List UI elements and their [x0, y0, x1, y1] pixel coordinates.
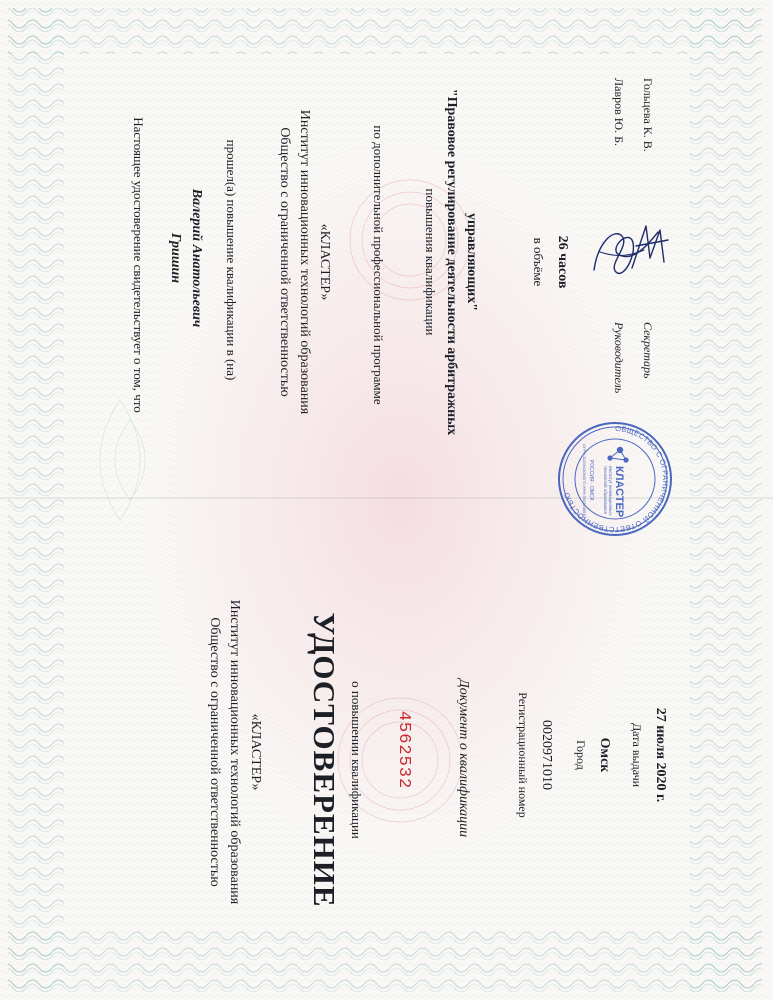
stamp-sub1: Институт инновационных	[608, 466, 613, 516]
reg-label: Регистрационный номер	[516, 692, 530, 818]
volume-label: в объёме	[531, 237, 546, 287]
stamp-ring-text: ОБЩЕСТВО С ОГРАНИЧЕННОЙ ОТВЕТСТВЕННОСТЬЮ	[561, 423, 671, 535]
stamp-country: РОССИЯ · ОМСК	[588, 460, 594, 501]
right-org-line2: Институт инновационных технологий образования	[297, 109, 312, 415]
left-org-line2: Институт инновационных технологий образования	[227, 599, 242, 905]
stamp-ogrn: ОГРН 1125543064070 ИНН 5503248510	[582, 444, 587, 518]
hours: 26 часов	[555, 235, 570, 289]
program-title-line1: "Правовое регулирование деятельности арбитражных	[444, 88, 459, 436]
organization-stamp	[556, 420, 674, 538]
director-label: Руководитель	[612, 322, 626, 394]
doc-type: Документ о квалификации	[456, 678, 471, 838]
secretary-name: Гольцева К. В.	[641, 78, 655, 152]
given-names: Валерий Анатольевич	[189, 188, 204, 328]
director-name: Лавров Ю. Б.	[612, 78, 626, 147]
cluster-icon	[607, 447, 628, 463]
secretary-signature	[626, 218, 676, 274]
program-title-line2: управляющих"	[464, 212, 479, 312]
right-org-line1: Общество с ограниченной ответственностью	[277, 127, 292, 397]
city: Омск	[597, 737, 612, 773]
doc-title: УДОСТОВЕРЕНИЕ	[307, 612, 342, 908]
right-org-line3: «КЛАСТЕР»	[317, 223, 332, 301]
doc-subtitle: о повышении квалификации	[349, 681, 364, 839]
surname: Гришин	[168, 232, 183, 284]
certifies-text: Настоящее удостоверение свидетельствует о том, что	[131, 117, 146, 413]
date-label: Дата выдачи	[630, 722, 644, 788]
passed-text: прошел(а) повышение квалификации в (на)	[224, 139, 239, 381]
left-org-line3: «КЛАСТЕР»	[248, 713, 263, 791]
program-prefix: по дополнительной профессиональной программе	[371, 125, 386, 405]
reg-number: 0020971010	[539, 720, 554, 790]
program-type: повышения квалификации	[423, 188, 438, 336]
stamp-brand: КЛАСТЕР	[613, 466, 625, 518]
city-label: Город	[574, 740, 588, 770]
serial-number: 4562532	[394, 710, 413, 790]
secretary-label: Секретарь	[641, 322, 655, 379]
left-org-line1: Общество с ограниченной ответственностью	[207, 617, 222, 887]
issue-date: 27 июля 2020 г.	[653, 707, 668, 803]
stamp-sub2: технологий образования	[603, 466, 608, 514]
